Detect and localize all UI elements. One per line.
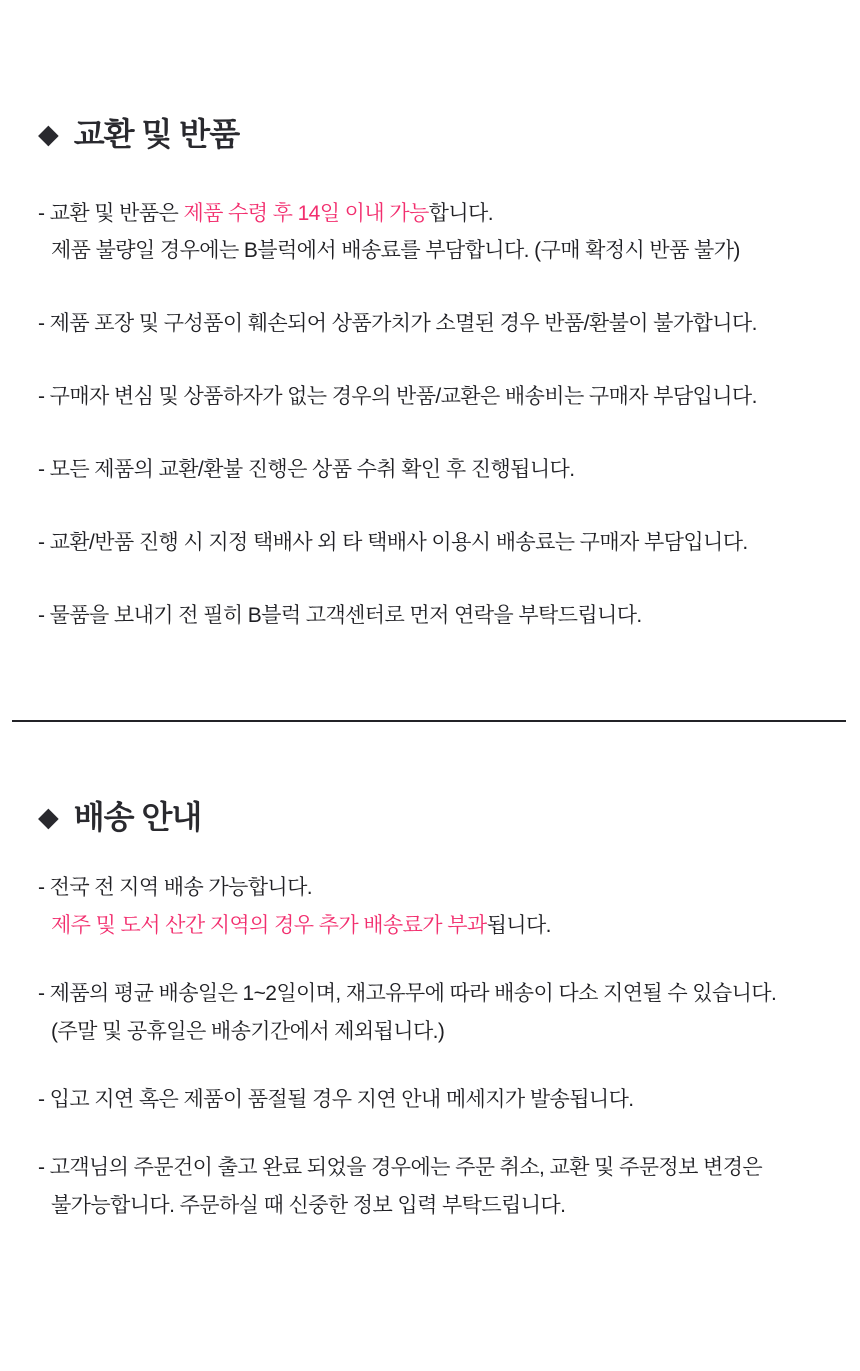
- diamond-icon: ◆: [38, 802, 58, 832]
- highlight-extra-fee-text: 제주 및 도서 산간 지역의 경우 추가 배송료가 부과: [51, 914, 487, 937]
- exchange-bullet-after-receipt-check-line: - 모든 제품의 교환/환불 진행은 상품 수취 확인 후 진행됩니다.: [38, 458, 575, 481]
- highlight-period-text: 제품 수령 후 14일 이내 가능: [183, 202, 429, 225]
- shipping-bullet-average-days: [38, 975, 844, 1051]
- exchange-bullet-damaged-package-line: - 제품 포장 및 구성품이 훼손되어 상품가치가 소멸된 경우 반품/환불이 불가합니다.: [38, 312, 757, 335]
- shipping-bullet-after-dispatch-line2: 불가능합니다. 주문하실 때 신중한 정보 입력 부탁드립니다.: [51, 1194, 566, 1217]
- shipping-bullet-delay-notice-line: - 입고 지연 혹은 제품이 품절될 경우 지연 안내 메세지가 발송됩니다.: [38, 1088, 634, 1111]
- exchange-bullet-contact-first-line: - 물품을 보내기 전 필히 B블럭 고객센터로 먼저 연락을 부탁드립니다.: [38, 604, 642, 627]
- exchange-bullet-period: [38, 195, 844, 269]
- exchange-return-title: [38, 112, 844, 156]
- text-segment: - 교환 및 반품은: [38, 202, 184, 225]
- exchange-bullet-after-receipt-check: [38, 451, 844, 488]
- shipping-bullet-nationwide-line1: - 전국 전 지역 배송 가능합니다.: [38, 876, 313, 899]
- exchange-bullet-designated-courier-line: - 교환/반품 진행 시 지정 택배사 외 타 택배사 이용시 배송료는 구매자 부담입니다.: [38, 531, 748, 554]
- shipping-bullet-nationwide-line2: [38, 907, 844, 945]
- shipping-bullet-after-dispatch: [38, 1149, 844, 1225]
- exchange-bullet-change-of-mind-line: - 구매자 변심 및 상품하자가 없는 경우의 반품/교환은 배송비는 구매자 부담입니다.: [38, 385, 757, 408]
- section-exchange-return: [0, 0, 860, 634]
- text-segment: 됩니다.: [486, 914, 551, 937]
- shipping-bullet-after-dispatch-line1: - 고객님의 주문건이 출고 완료 되었을 경우에는 주문 취소, 교환 및 주문정보 변경은: [38, 1156, 763, 1179]
- shipping-info-title: [38, 795, 844, 839]
- section-shipping-info: [0, 722, 860, 1225]
- shipping-info-title-text: 배송 안내: [73, 799, 202, 835]
- text-segment: 합니다.: [428, 202, 493, 225]
- exchange-bullet-period-line1: [38, 195, 844, 232]
- exchange-return-title-text: 교환 및 반품: [73, 116, 240, 152]
- shipping-bullet-average-days-line1: - 제품의 평균 배송일은 1~2일이며, 재고유무에 따라 배송이 다소 지연될 수 있습니다.: [38, 982, 777, 1005]
- exchange-bullet-designated-courier: [38, 524, 844, 561]
- exchange-bullet-contact-first: [38, 597, 844, 634]
- shipping-bullet-average-days-line2: (주말 및 공휴일은 배송기간에서 제외됩니다.): [51, 1020, 445, 1043]
- shipping-bullet-delay-notice: [38, 1081, 844, 1119]
- exchange-bullet-change-of-mind: [38, 378, 844, 415]
- diamond-icon: ◆: [38, 119, 58, 149]
- exchange-bullet-period-line2: 제품 불량일 경우에는 B블럭에서 배송료를 부담합니다. (구매 확정시 반품 불가): [51, 239, 740, 262]
- shipping-bullet-nationwide: [38, 869, 844, 945]
- exchange-bullet-damaged-package: [38, 305, 844, 342]
